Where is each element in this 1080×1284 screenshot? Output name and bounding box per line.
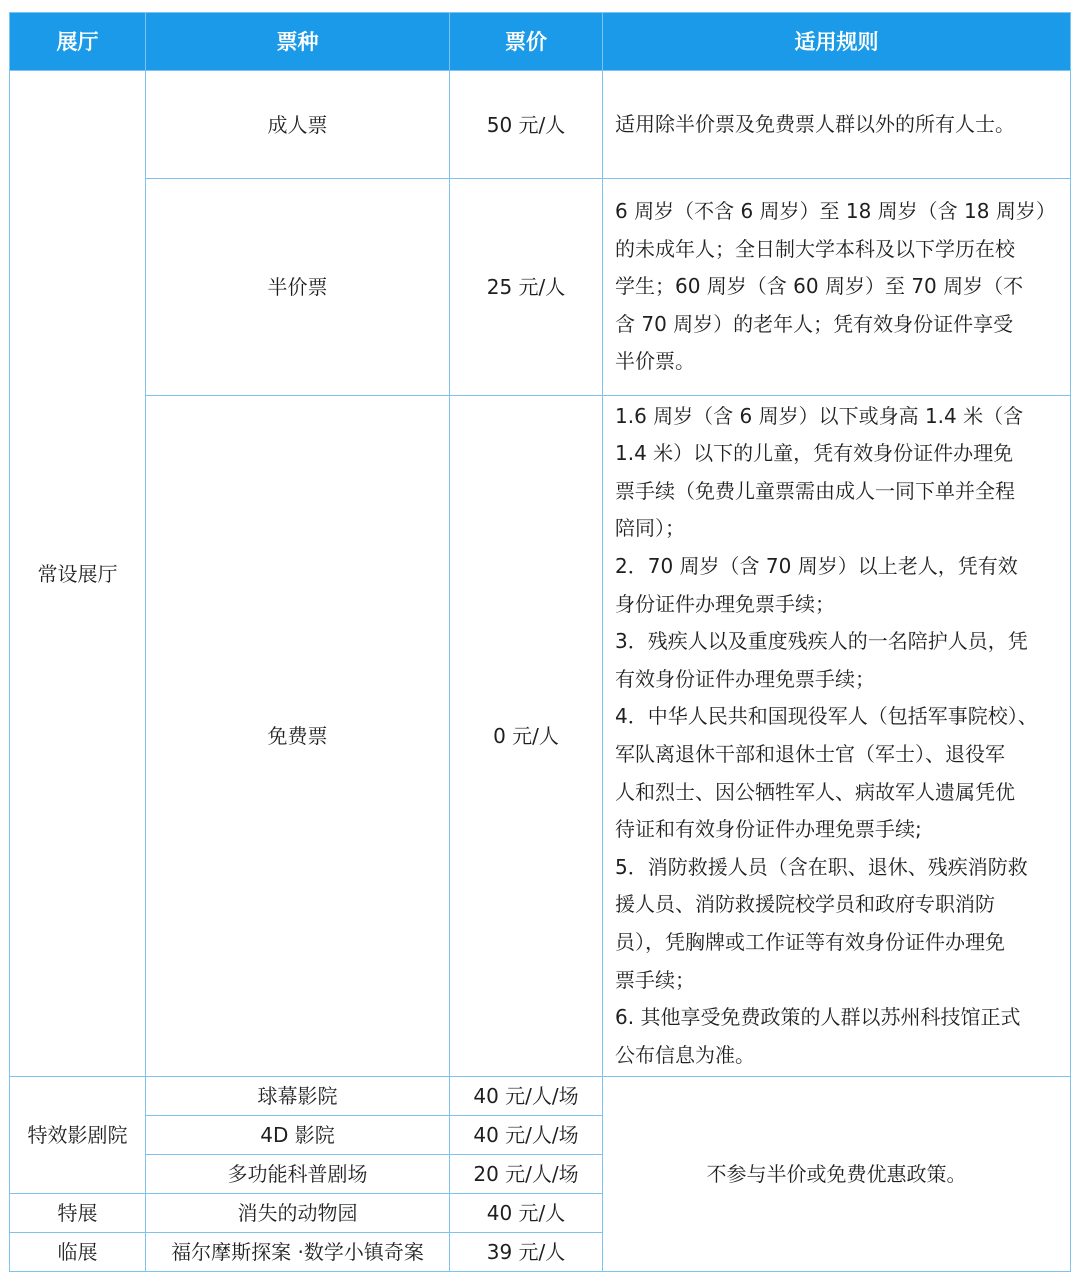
rule-line: 援人员、消防救援院校学员和政府专职消防 <box>615 892 995 917</box>
rule-line: 票手续； <box>615 967 695 992</box>
ticket-type-free: 免费票 <box>146 396 450 1077</box>
table-row <box>10 179 1071 396</box>
ticket-type-half: 半价票 <box>146 179 450 396</box>
rule-line: 陪同）； <box>615 516 685 541</box>
header-price: 票价 <box>450 13 603 71</box>
rule-line: 2．70 周岁（含 70 周岁）以上老人，凭有效 <box>615 554 1018 579</box>
hall-temporary: 临展 <box>10 1233 146 1272</box>
rule-line: 6. 其他享受免费政策的人群以苏州科技馆正式 <box>615 1005 1021 1030</box>
header-rules: 适用规则 <box>603 13 1071 71</box>
price-theater: 20 元/人/场 <box>450 1155 603 1194</box>
table-row <box>10 71 1071 179</box>
rule-line: 军队离退休干部和退休士官（军士）、退役军 <box>615 742 1005 766</box>
ticket-type-dome: 球幕影院 <box>146 1077 450 1116</box>
rule-line: 的未成年人；全日制大学本科及以下学历在校 <box>615 236 1015 261</box>
rule-no-discount: 不参与半价或免费优惠政策。 <box>603 1077 1071 1272</box>
rule-line: 人和烈士、因公牺牲军人、病故军人遗属凭优 <box>615 779 1015 804</box>
rule-half <box>603 179 1071 396</box>
price-half: 25 元/人 <box>450 179 603 396</box>
ticket-type-temporary: 福尔摩斯探案 ·数学小镇奇案 <box>146 1233 450 1272</box>
rule-line: 半价票。 <box>615 349 695 374</box>
rule-line: 含 70 周岁）的老年人；凭有效身份证件享受 <box>615 311 1014 336</box>
rule-line: 员），凭胸牌或工作证等有效身份证件办理免 <box>615 929 1005 954</box>
header-hall: 展厅 <box>10 13 146 71</box>
rule-line: 6 周岁（不含 6 周岁）至 18 周岁（含 18 周岁） <box>615 199 1056 224</box>
hall-special: 特展 <box>10 1194 146 1233</box>
price-free: 0 元/人 <box>450 396 603 1077</box>
table-row <box>10 1077 1071 1116</box>
ticket-type-special: 消失的动物园 <box>146 1194 450 1233</box>
ticket-type-theater: 多功能科普剧场 <box>146 1155 450 1194</box>
price-4d: 40 元/人/场 <box>450 1116 603 1155</box>
rule-free <box>603 396 1071 1077</box>
hall-permanent: 常设展厅 <box>10 71 146 1077</box>
rule-line: 4．中华人民共和国现役军人（包括军事院校）、 <box>615 704 1038 729</box>
rule-line: 3．残疾人以及重度残疾人的一名陪护人员，凭 <box>615 629 1028 654</box>
price-adult: 50 元/人 <box>450 71 603 179</box>
header-row <box>10 13 1071 71</box>
rule-line: 公布信息为准。 <box>615 1042 755 1067</box>
rule-line: 待证和有效身份证件办理免票手续; <box>615 817 922 842</box>
ticket-price-table <box>9 12 1071 1272</box>
rule-line: 1.4 米）以下的儿童，凭有效身份证件办理免 <box>615 441 1014 466</box>
rule-line: 学生；60 周岁（含 60 周岁）至 70 周岁（不 <box>615 274 1024 299</box>
rule-line: 票手续（免费儿童票需由成人一同下单并全程 <box>615 478 1015 503</box>
price-temporary: 39 元/人 <box>450 1233 603 1272</box>
rule-line: 1.6 周岁（含 6 周岁）以下或身高 1.4 米（含 <box>615 403 1024 428</box>
header-ticket-type: 票种 <box>146 13 450 71</box>
rule-line: 5．消防救援人员（含在职、退休、残疾消防救 <box>615 854 1028 879</box>
ticket-type-adult: 成人票 <box>146 71 450 179</box>
rule-adult: 适用除半价票及免费票人群以外的所有人士。 <box>603 71 1071 179</box>
rule-line: 身份证件办理免票手续； <box>615 591 835 616</box>
price-special: 40 元/人 <box>450 1194 603 1233</box>
table-row <box>10 396 1071 1077</box>
rule-line: 有效身份证件办理免票手续； <box>615 666 875 691</box>
price-dome: 40 元/人/场 <box>450 1077 603 1116</box>
hall-effects-theater: 特效影剧院 <box>10 1077 146 1194</box>
ticket-type-4d: 4D 影院 <box>146 1116 450 1155</box>
